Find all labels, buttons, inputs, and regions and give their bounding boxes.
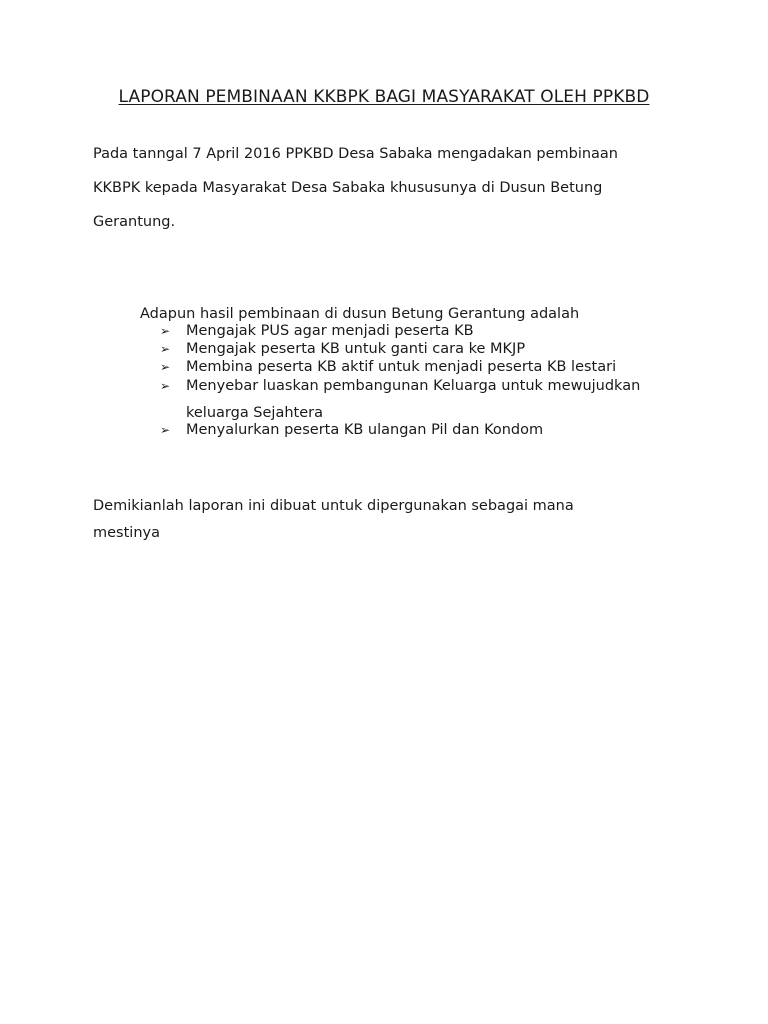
results-lead: Adapun hasil pembinaan di dusun Betung Gerantung adalah: [140, 306, 580, 322]
document-title: LAPORAN PEMBINAAN KKBPK BAGI MASYARAKAT OLEH PPKBD: [118, 87, 650, 107]
arrow-bullet-icon: ➢: [160, 342, 171, 356]
arrow-bullet-icon: ➢: [160, 324, 171, 338]
intro-line-1: Pada tanngal 7 April 2016 PPKBD Desa Sabaka mengadakan pembinaan: [93, 146, 618, 162]
arrow-bullet-icon: ➢: [160, 423, 171, 437]
list-item-text: Mengajak peserta KB untuk ganti cara ke MKJP: [186, 341, 526, 357]
list-item-text: Mengajak PUS agar menjadi peserta KB: [186, 323, 474, 339]
list-item: [160, 322, 474, 340]
list-item: [160, 421, 543, 439]
list-item: [160, 340, 525, 358]
list-item: [160, 358, 616, 376]
list-item: [160, 377, 640, 395]
closing-line-1: Demikianlah laporan ini dibuat untuk dipergunakan sebagai mana: [93, 498, 574, 514]
list-item-text: Membina peserta KB aktif untuk menjadi peserta KB lestari: [186, 359, 617, 375]
intro-line-2: KKBPK kepada Masyarakat Desa Sabaka khususunya di Dusun Betung: [93, 180, 603, 196]
intro-line-3: Gerantung.: [93, 214, 176, 230]
list-item-text: Menyebar luaskan pembangunan Keluarga untuk mewujudkan: [186, 378, 641, 394]
list-item-text: Menyalurkan peserta KB ulangan Pil dan Kondom: [186, 422, 544, 438]
closing-line-2: mestinya: [93, 525, 160, 541]
list-item-continuation: keluarga Sejahtera: [186, 405, 323, 421]
arrow-bullet-icon: ➢: [160, 360, 171, 374]
arrow-bullet-icon: ➢: [160, 379, 171, 393]
